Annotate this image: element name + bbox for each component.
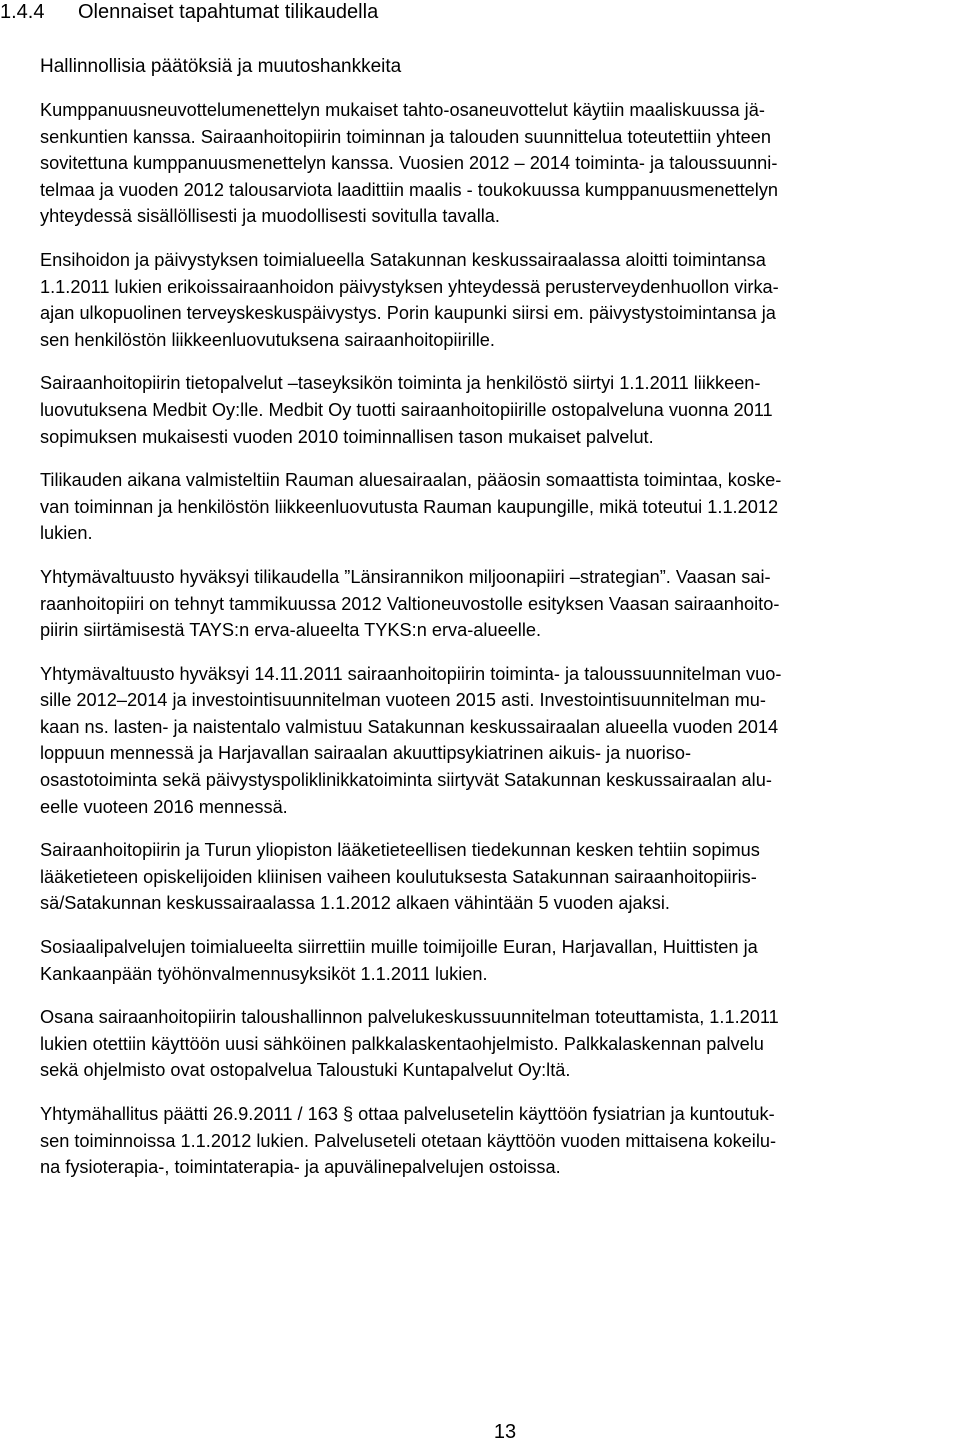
paragraph-strategy: Yhtymävaltuusto hyväksyi tilikaudella ”Länsirannikon miljoonapiiri –strategian”. Vaasan sai- raanhoitopiiri on tehnyt tammikuussa 2012 Valtioneuvostolle esityksen Vaasan sairaanhoito- piirin siirtämisestä TAYS:n erva-alueelta TYKS:n erva-alueelle. [40, 566, 780, 641]
paragraph-rauma-hospital: Tilikauden aikana valmisteltiin Rauman aluesairaalan, pääosin somaattista toimintaa, koske- van toiminnan ja henkilöstön liikkeenluovutusta Rauman kaupungille, mikä toteutui 1.1.2012 lukien. [40, 470, 782, 544]
document-body [40, 53, 955, 1198]
paragraph-payroll: Osana sairaanhoitopiirin taloushallinnon palvelukeskussuunnitelman toteuttamista, 1.1.2011 lukien otettiin käyttöön uusi sähköinen palkkalaskentaohjelmisto. Palkkalaskennan palvelu sekä ohjelmisto ovat ostopalvelua Taloustuki Kuntapalvelut Oy:ltä. [40, 1007, 779, 1081]
paragraph-university-agreement: Sairaanhoitopiirin ja Turun yliopiston lääketieteellisen tiedekunnan kesken tehtiin sopimus lääketieteen opiskelijoiden kliinisen vaiheen koulutuksesta Satakunnan sairaanhoitopiiris- sä/Satakunnan keskussairaalassa 1.1.2012 alkaen vähintään 5 vuoden ajaksi. [40, 840, 760, 914]
paragraph-service-voucher: Yhtymähallitus päätti 26.9.2011 / 163 § ottaa palvelusetelin käyttöön fysiatrian ja kuntoutuk- sen toiminnoissa 1.1.2012 lukien. Palveluseteli otetaan käyttöön vuoden mittaisena kokeilu- na fysioterapia-, toimintaterapia- ja apuvälinepalvelujen ostoissa. [40, 1104, 777, 1178]
paragraph-emergency-care: Ensihoidon ja päivystyksen toimialueella Satakunnan keskussairaalassa aloitti toimintansa 1.1.2011 lukien erikoissairaanhoidon päivystyksen yhteydessä perusterveydenhuollon virka- ajan ulkopuolinen terveyskeskuspäivystys. Porin kaupunki siirsi em. päivystystoimintansa ja sen henkilöstön liikkeenluovutuksena sairaanhoitopiirille. [40, 249, 779, 350]
paragraph-negotiations: Kumppanuusneuvottelumenettelyn mukaiset tahto-osaneuvottelut käytiin maaliskuussa jä- senkuntien kanssa. Sairaanhoitopiirin toiminnan ja talouden suunnittelua toteutettiin yhteen sovitettuna kumppanuusmenettelyn kanssa. Vuosien 2012 – 2014 toiminta- ja taloussuunni- telmaa ja vuoden 2012 talousarviota laadittiin maalis - toukokuussa kumppanuusmenettelyn yhteydessä sisällöllisesti ja muodollisesti sovitulla tavalla. [40, 100, 779, 227]
paragraph-social-services: Sosiaalipalvelujen toimialueelta siirrettiin muille toimijoille Euran, Harjavallan, Huittisten ja Kankaanpään työhönvalmennusyksiköt 1.1.2011 lukien. [40, 937, 758, 984]
section-number: 1.4.4 [0, 1, 45, 23]
subheading: Hallinnollisia päätöksiä ja muutoshankkeita [40, 56, 402, 77]
section-title: Olennaiset tapahtumat tilikaudella [78, 1, 379, 23]
section-heading [0, 0, 378, 24]
paragraph-investment-plan: Yhtymävaltuusto hyväksyi 14.11.2011 sairaanhoitopiirin toiminta- ja taloussuunnitelman vuo- sille 2012–2014 ja investointisuunnitelman vuoteen 2015 asti. Investointisuunnitelman mu- kaan ns. lasten- ja naistentalo valmistuu Satakunnan keskussairaalan alueella vuoden 2014 loppuun mennessä ja Harjavallan sairaalan akuuttipsykiatrinen aikuis- ja nuoriso- osastotoiminta sekä päivystyspoliklinikkatoiminta siirtyvät Satakunnan keskussairaalan alu- eelle vuoteen 2016 mennessä. [40, 663, 782, 817]
paragraph-it-services: Sairaanhoitopiirin tietopalvelut –taseyksikön toiminta ja henkilöstö siirtyi 1.1.2011 liikkeen- luovutuksena Medbit Oy:lle. Medbit Oy tuotti sairaanhoitopiirille ostopalveluna vuonna 2011 sopimuksen mukaisesti vuoden 2010 toiminnallisen tason mukaiset palvelut. [40, 373, 773, 447]
page-number: 13 [493, 1421, 517, 1443]
